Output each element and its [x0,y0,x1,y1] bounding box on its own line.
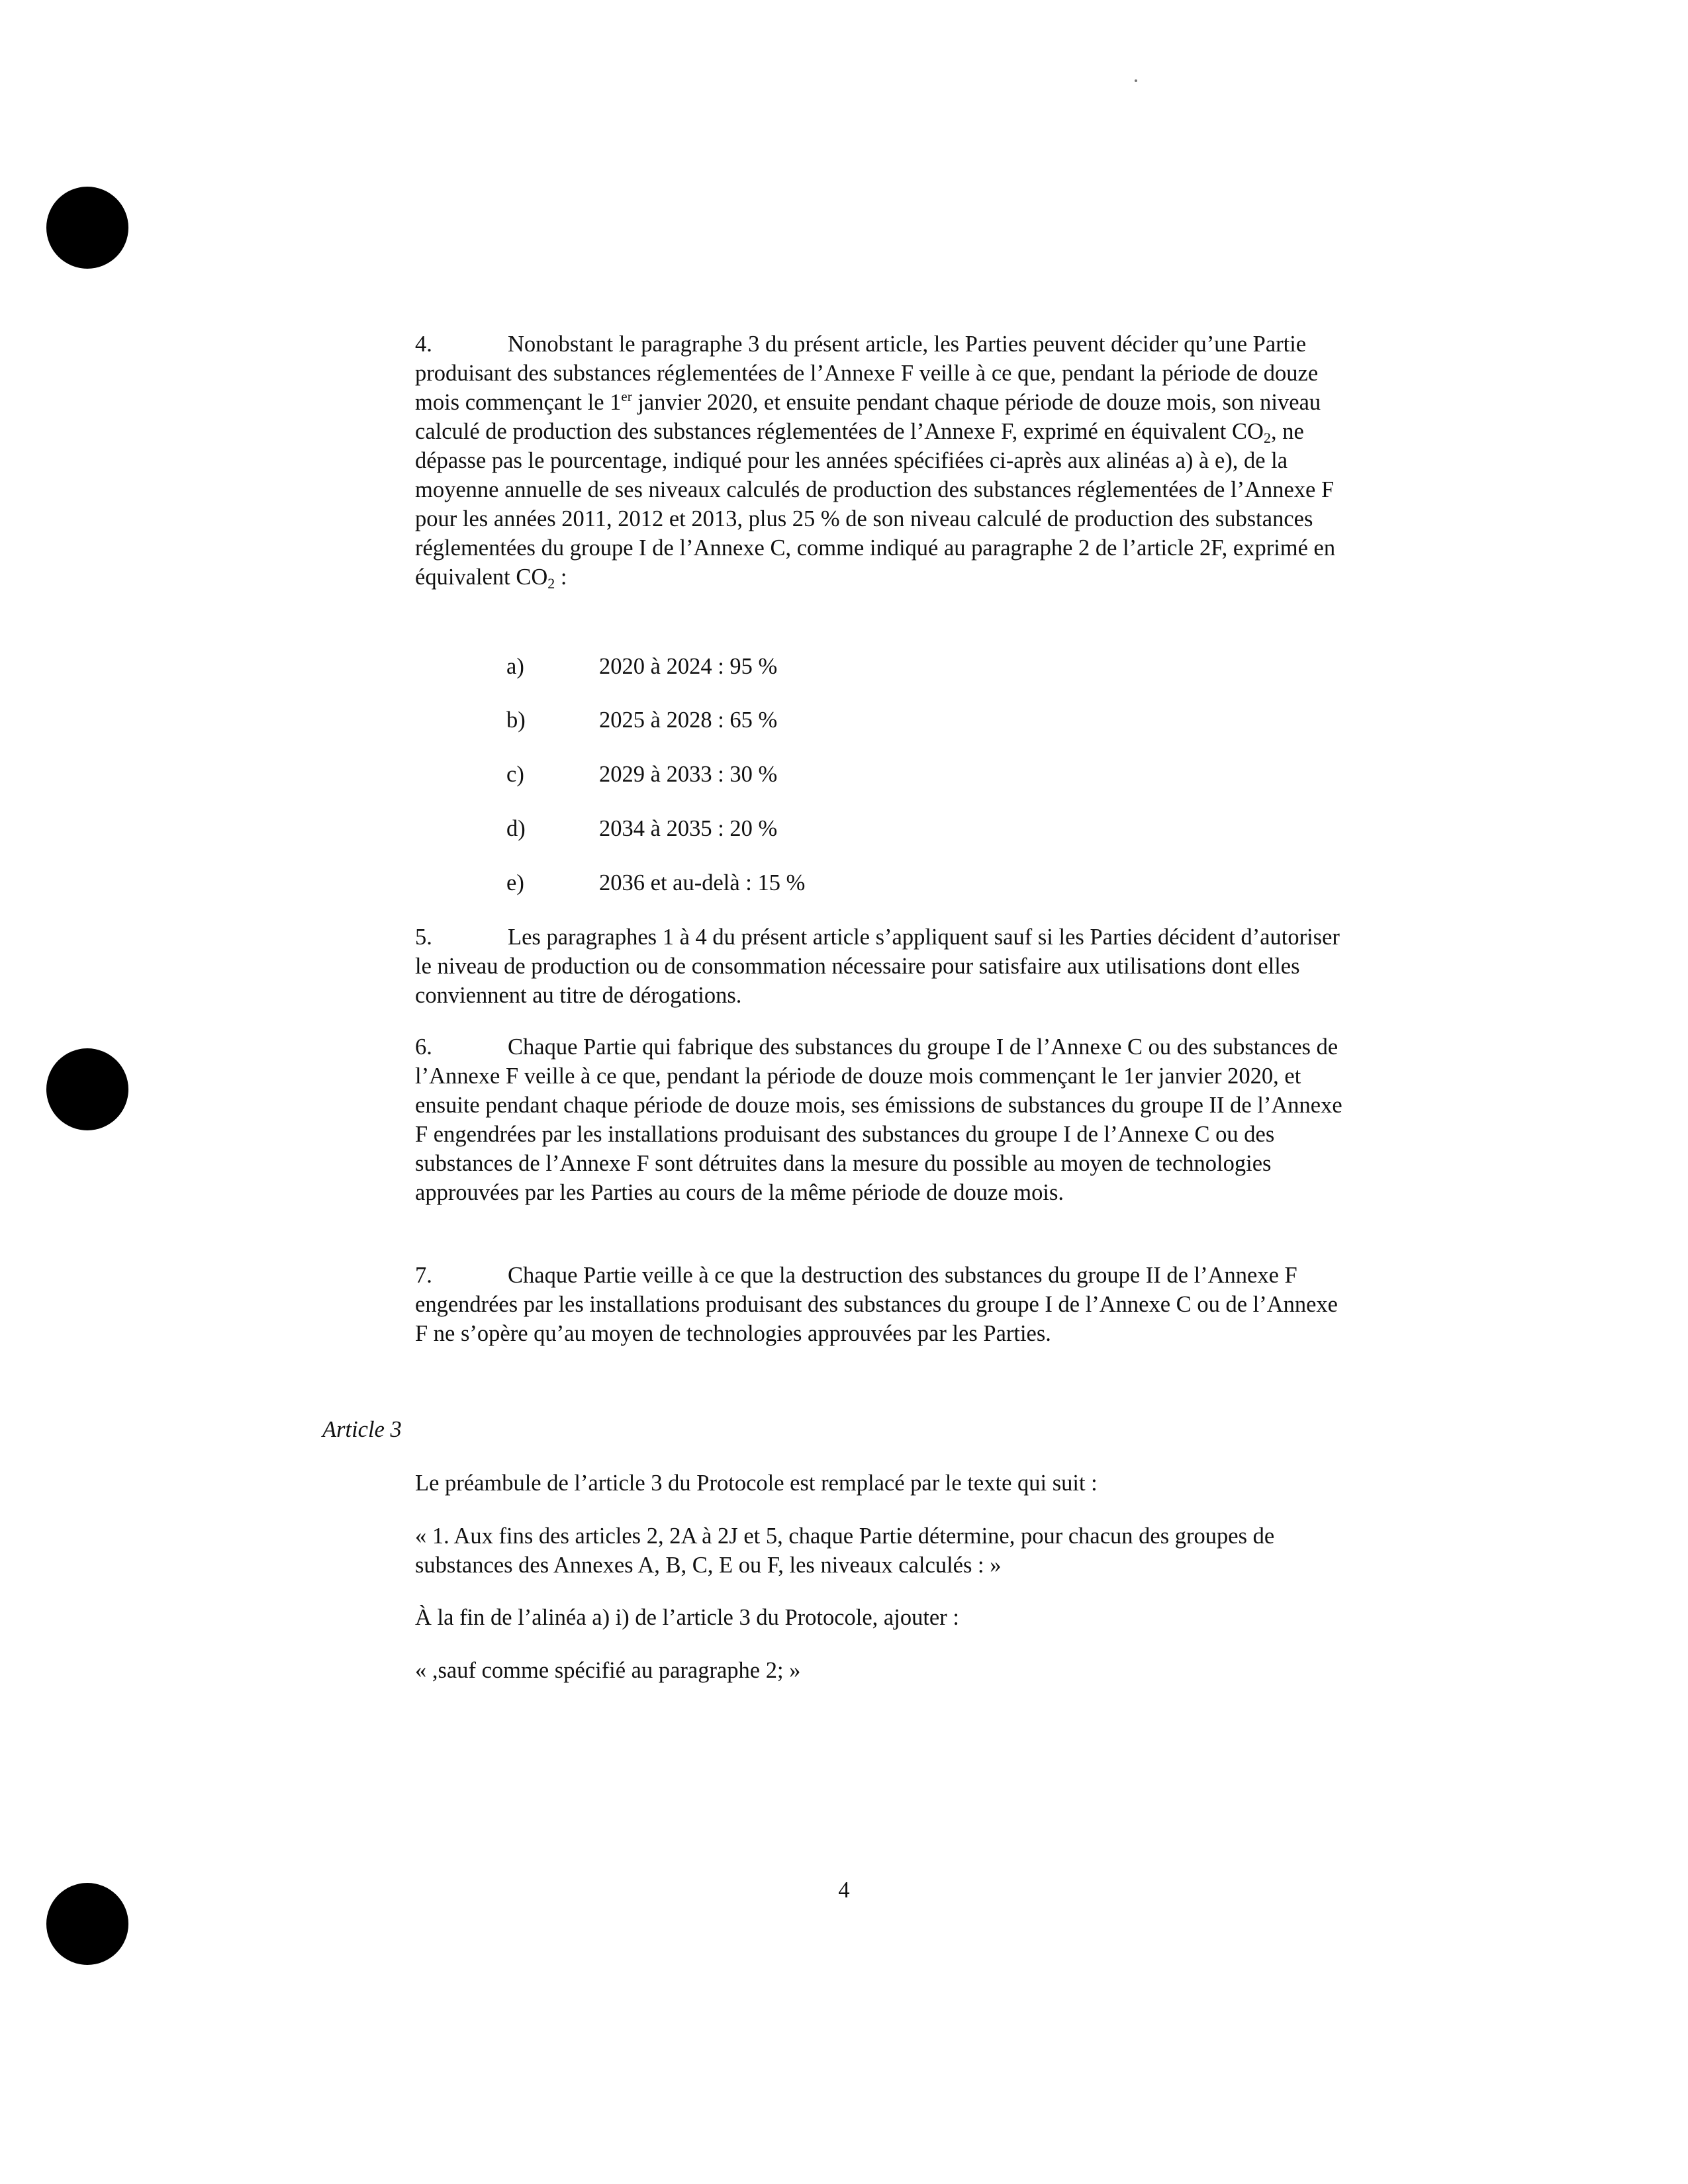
list-item-label: b) [506,707,526,733]
paragraph-text: , ne dépasse pas le pourcentage, indiqué pour les années spécifiées ci-après aux alinéas a) à e), de la moyenne annuelle de ses niveaux calculés de production des substances réglementées de l’Annexe F pour les années 2011, 2012 et 2013, plus 25 % de son niveau calculé de production des substances réglementées du groupe I de l’Annexe C, comme indiqué au paragraphe 2 de l’article 2F, exprimé en équivalent CO [415,419,1336,590]
list-item-label: d) [506,816,526,841]
paragraph-text: Chaque Partie veille à ce que la destruction des substances du groupe II de l’Annexe F engendrées par les installations produisant des substances du groupe I de l’Annexe C ou de l’Annexe F ne s’opère qu’au moyen de technologies approuvées par les Parties. [415,1263,1338,1346]
paragraph-number: 5. [415,925,432,950]
paragraph-number: 7. [415,1263,432,1288]
paragraph-6 [415,1032,1355,1207]
paragraph-7 [415,1261,1355,1348]
punch-hole-middle [46,1048,128,1130]
ordinal-suffix: er [621,388,632,404]
paragraph-number: 6. [415,1034,432,1060]
paragraph-text: Nonobstant le paragraphe 3 du présent article, les Parties peuvent décider qu’une Partie produisant des substances réglementées de l’Annexe F veille à ce que, pendant la période de douze mois commençant le 1 [415,332,1319,415]
list-item-label: a) [506,654,524,679]
subscript: 2 [547,575,555,592]
article-3-intro: Le préambule de l’article 3 du Protocole est remplacé par le texte qui suit : [415,1471,1098,1496]
list-item-text: 2020 à 2024 : 95 % [599,654,778,679]
scan-speck [1135,79,1137,82]
punch-hole-top [46,187,128,269]
list-item [506,868,805,897]
list-item-label: c) [506,762,524,787]
paragraph-number: 4. [415,332,432,357]
list-item [506,760,777,789]
list-item-text: 2036 et au-delà : 15 % [599,870,806,895]
list-item-text: 2029 à 2033 : 30 % [599,762,778,787]
paragraph-4 [415,330,1355,592]
list-item-text: 2025 à 2028 : 65 % [599,707,778,733]
paragraph-text: janvier 2020, et ensuite pendant chaque période de douze mois, son niveau calculé de production des substances réglementées de l’Annexe F, exprimé en équivalent CO [415,390,1321,444]
paragraph-text: Les paragraphes 1 à 4 du présent article s’appliquent sauf si les Parties décident d’autoriser le niveau de production ou de consommation nécessaire pour satisfaire aux utilisations dont elles conviennent au titre de dérogations. [415,925,1340,1008]
list-item [506,652,777,681]
list-item [506,814,777,843]
list-item [506,705,777,735]
list-item-label: e) [506,870,524,895]
quoted-text: « 1. Aux fins des articles 2, 2A à 2J et 5, chaque Partie détermine, pour chacun des groupes de substances des Annexes A, B, C, E ou F, les niveaux calculés : » [415,1524,1275,1578]
paragraph-text: : [555,565,567,590]
list-item-text: 2034 à 2035 : 20 % [599,816,778,841]
subscript: 2 [1263,430,1271,446]
page-number: 4 [838,1878,850,1903]
quoted-text: « ,sauf comme spécifié au paragraphe 2; » [415,1658,801,1683]
article-heading: Article 3 [322,1417,402,1442]
amendment-instruction: À la fin de l’alinéa a) i) de l’article 3 du Protocole, ajouter : [415,1605,959,1630]
paragraph-text: Chaque Partie qui fabrique des substances du groupe I de l’Annexe C ou des substances de l’Annexe F veille à ce que, pendant la période de douze mois commençant le 1er janvier 2020, et ensuite pendant chaque période de douze mois, ses émissions de substances du groupe II de l’Annexe F engendrées par les installations produisant des substances du groupe I de l’Annexe C ou des substances de l’Annexe F sont détruites dans la mesure du possible au moyen de technologies approuvées par les Parties au cours de la même période de douze mois. [415,1034,1342,1205]
paragraph-5 [415,923,1355,1010]
